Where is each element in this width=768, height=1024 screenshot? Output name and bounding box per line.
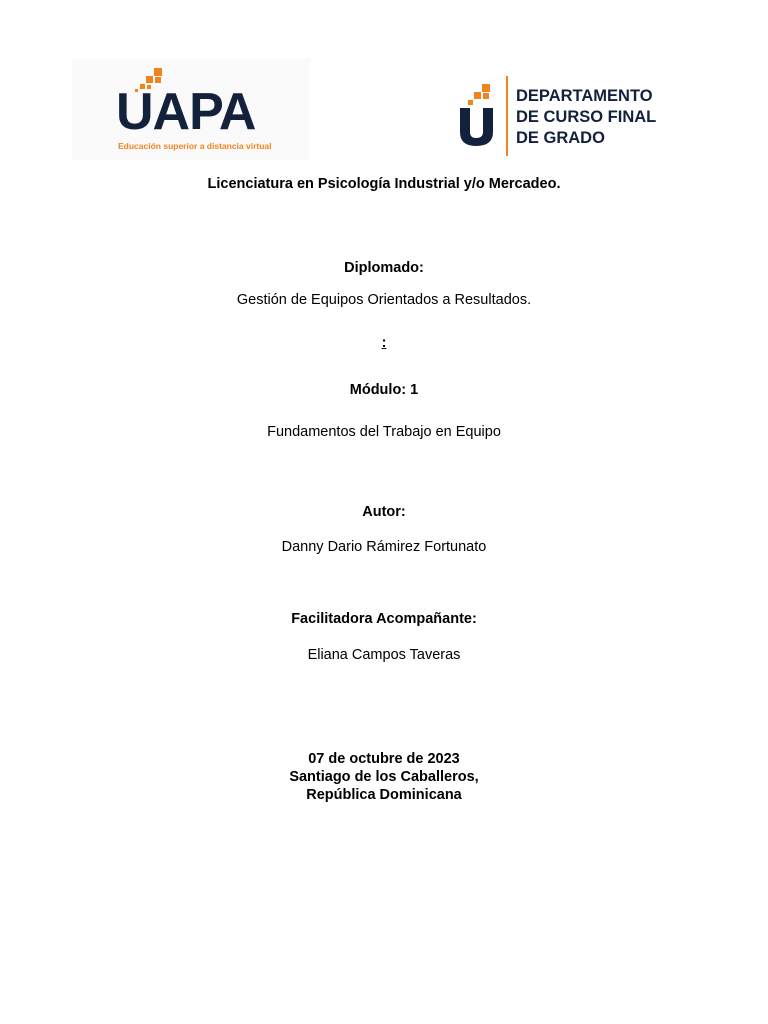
- department-logo-divider: [506, 76, 508, 156]
- program-title: Licenciatura en Psicología Industrial y/o Mercadeo.: [207, 176, 561, 192]
- department-logo-line-2: DE CURSO FINAL: [516, 108, 657, 126]
- uapa-logo-tagline: Educación superior a distancia virtual: [118, 141, 272, 151]
- module-label: Módulo: 1: [349, 382, 419, 398]
- uapa-logo: [72, 58, 310, 160]
- separator-mark: :: [381, 335, 387, 351]
- department-u-icon: [456, 82, 504, 146]
- author-label: Autor:: [362, 504, 406, 520]
- uapa-logo-word: UAPA: [116, 83, 256, 141]
- department-logo-line-3: DE GRADO: [516, 129, 605, 147]
- department-logo-text: [516, 86, 656, 149]
- department-logo-line-1: DEPARTAMENTO: [516, 87, 653, 105]
- document-city: Santiago de los Caballeros,: [289, 769, 479, 785]
- document-date: 07 de octubre de 2023: [308, 751, 460, 767]
- diploma-name: Gestión de Equipos Orientados a Resultados.: [236, 292, 532, 308]
- facilitator-name: Eliana Campos Taveras: [307, 647, 461, 663]
- diploma-label: Diplomado:: [344, 260, 424, 276]
- module-name: Fundamentos del Trabajo en Equipo: [267, 424, 501, 440]
- document-country: República Dominicana: [306, 787, 462, 803]
- facilitator-label: Facilitadora Acompañante:: [291, 611, 477, 627]
- department-logo: [456, 76, 676, 158]
- author-name: Danny Dario Rámirez Fortunato: [281, 539, 487, 555]
